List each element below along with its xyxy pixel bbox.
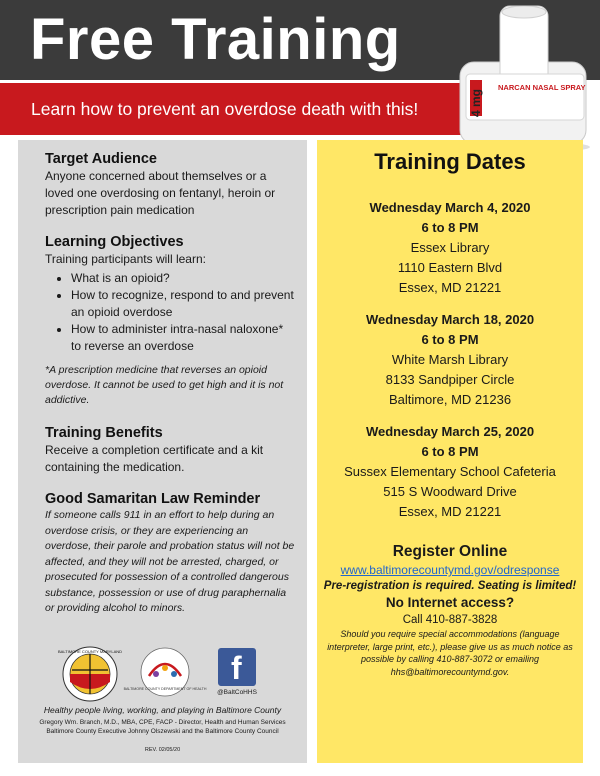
training-dates-panel [317, 140, 583, 763]
health-department-logo-icon [123, 646, 207, 702]
facebook-icon: f [218, 648, 256, 686]
session-time: 6 to 8 PM [421, 444, 479, 459]
page-title: Free Training [30, 7, 401, 72]
logos-row [57, 646, 272, 704]
list-item: • How to administer intra-nasal naloxone* to reverse an overdose [71, 321, 295, 355]
training-benefits-text: Receive a completion certificate and a kit containing the medication. [45, 443, 264, 474]
footer-slogan: Healthy people living, working, and playing in Baltimore County [43, 705, 282, 715]
session-card [317, 422, 583, 522]
session-city: Essex, MD 21221 [398, 280, 502, 295]
footer-officials [18, 718, 307, 736]
health-dept-label: BALTIMORE COUNTY DEPARTMENT OF HEALTH [123, 687, 207, 691]
session-city: Essex, MD 21221 [398, 504, 502, 519]
session-date: Wednesday March 4, 2020 [369, 200, 531, 215]
nasal-spray-image [440, 2, 596, 154]
social-handle: @BaltCoHHS [217, 689, 257, 696]
training-dates-heading: Training Dates [374, 149, 526, 174]
session-venue: Essex Library [410, 240, 490, 255]
county-seal-icon [57, 646, 123, 702]
session-time: 6 to 8 PM [421, 332, 479, 347]
info-panel [18, 140, 307, 763]
call-number: Call 410-887-3828 [402, 614, 498, 626]
session-card [317, 310, 583, 410]
register-heading: Register Online [392, 543, 508, 560]
target-audience-text: Anyone concerned about themselves or a loved one overdosing on fentanyl, heroin or prescription pain medication [45, 169, 276, 217]
session-date: Wednesday March 18, 2020 [365, 312, 535, 327]
good-samaritan-text: If someone calls 911 in an effort to help during an overdose crisis, or they are experiencing an overdose, their parole and probation status will not be affected, and they will not be arrested, charged, or prosecuted for possession of a controlled dangerous substance, possession or use of drug paraphernalia or providing alcohol to minors. [45, 509, 295, 614]
no-internet-heading: No Internet access? [385, 595, 515, 610]
revision-date: REV. 02/05/20 [144, 747, 181, 753]
training-benefits-heading: Training Benefits [45, 425, 163, 441]
registration-note: Pre-registration is required. Seating is limited! [323, 580, 577, 592]
accommodations-note: Should you require special accommodations (language interpreter, large print, etc.), please give us as much notice as possible by calling 410-887-3072 or emailing hhs@baltimorecountymd.gov. [327, 629, 573, 677]
product-dose: 4 mg [469, 88, 483, 117]
session-street: 8133 Sandpiper Circle [385, 372, 515, 387]
list-item: • How to recognize, respond to and prevent an opioid overdose [71, 287, 295, 321]
session-city: Baltimore, MD 21236 [388, 392, 512, 407]
list-item: • What is an opioid? [71, 270, 295, 287]
session-date: Wednesday March 25, 2020 [365, 424, 535, 439]
session-venue: Sussex Elementary School Cafeteria [344, 464, 556, 479]
session-card [317, 198, 583, 298]
learning-objectives-heading: Learning Objectives [45, 234, 184, 250]
product-label: NARCAN NASAL SPRAY [498, 83, 586, 92]
learning-objectives-intro: Training participants will learn: [45, 252, 206, 266]
objectives-list [45, 270, 295, 355]
session-venue: White Marsh Library [391, 352, 509, 367]
target-audience-heading: Target Audience [45, 151, 157, 167]
tagline-text: Learn how to prevent an overdose death with this! [31, 99, 419, 119]
good-samaritan-heading: Good Samaritan Law Reminder [45, 491, 261, 507]
registration-link[interactable]: www.baltimorecountymd.gov/odresponse [340, 563, 560, 577]
session-street: 1110 Eastern Blvd [397, 260, 503, 275]
footer-director: Gregory Wm. Branch, M.D., MBA, CPE, FACP - Director, Health and Human Services [39, 719, 286, 726]
session-time: 6 to 8 PM [421, 220, 479, 235]
footer-council: Baltimore County Executive Johnny Olszewski and the Baltimore County Council [46, 728, 279, 735]
naloxone-footnote: *A prescription medicine that reverses an opioid overdose. It cannot be used to get high and it is not addictive. [45, 364, 284, 406]
facebook-link[interactable] [216, 648, 258, 700]
session-street: 515 S Woodward Drive [383, 484, 517, 499]
county-seal-label: BALTIMORE COUNTY MARYLAND [57, 648, 123, 654]
